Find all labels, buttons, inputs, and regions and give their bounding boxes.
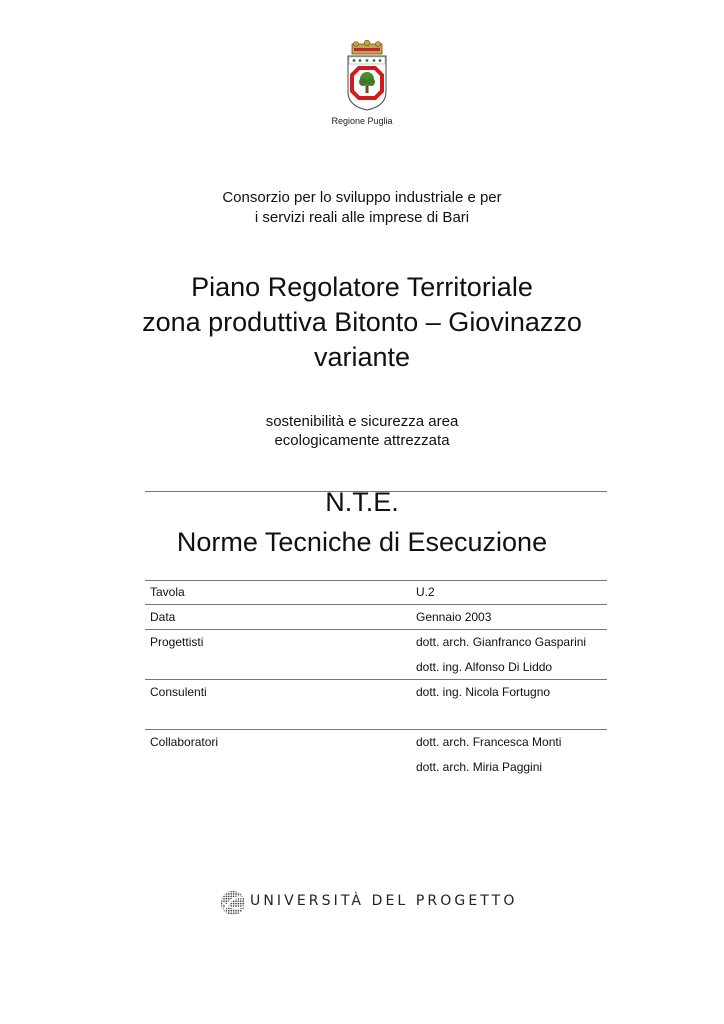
table-row-value: dott. arch. Francesca Monti bbox=[416, 735, 562, 749]
consortium-name bbox=[0, 188, 724, 228]
document-code: N.T.E. bbox=[325, 487, 399, 517]
document-subtitle bbox=[0, 412, 724, 450]
table-rule bbox=[145, 629, 607, 630]
title-line-3: variante bbox=[313, 342, 411, 372]
globe-logo-icon bbox=[218, 888, 248, 918]
table-row-label: Consulenti bbox=[150, 685, 207, 699]
table-row-label: Collaboratori bbox=[150, 735, 219, 749]
table-row-label: Tavola bbox=[150, 585, 185, 599]
table-rule bbox=[145, 580, 607, 581]
table-rule bbox=[145, 679, 607, 680]
table-row-value: dott. ing. Alfonso Di Liddo bbox=[416, 660, 553, 674]
subtitle-line-1: sostenibilità e sicurezza area bbox=[265, 413, 459, 430]
table-row-value: dott. arch. Gianfranco Gasparini bbox=[416, 635, 587, 649]
table-row-value: Gennaio 2003 bbox=[416, 610, 492, 624]
table-row-label: Progettisti bbox=[150, 635, 204, 649]
document-title bbox=[0, 270, 724, 375]
coat-of-arms-icon bbox=[340, 40, 394, 112]
table-row-value: dott. arch. Miria Paggini bbox=[416, 760, 543, 774]
subtitle-line-2: ecologicamente attrezzata bbox=[274, 432, 450, 449]
title-line-2: zona produttiva Bitonto – Giovinazzo bbox=[142, 307, 582, 337]
footer-brand-text: UNIVERSITÀ DEL PROGETTO bbox=[250, 893, 518, 909]
table-rule bbox=[145, 729, 607, 730]
document-name: Norme Tecniche di Esecuzione bbox=[176, 527, 548, 557]
table-row-value: dott. ing. Nicola Fortugno bbox=[416, 685, 551, 699]
region-name: Regione Puglia bbox=[331, 116, 393, 126]
title-line-1: Piano Regolatore Territoriale bbox=[191, 272, 533, 302]
table-row-value: U.2 bbox=[416, 585, 435, 599]
consortium-line-1: Consorzio per lo sviluppo industriale e per bbox=[222, 189, 502, 206]
consortium-line-2: i servizi reali alle imprese di Bari bbox=[254, 209, 470, 226]
table-row-label: Data bbox=[150, 610, 176, 624]
table-rule bbox=[145, 604, 607, 605]
